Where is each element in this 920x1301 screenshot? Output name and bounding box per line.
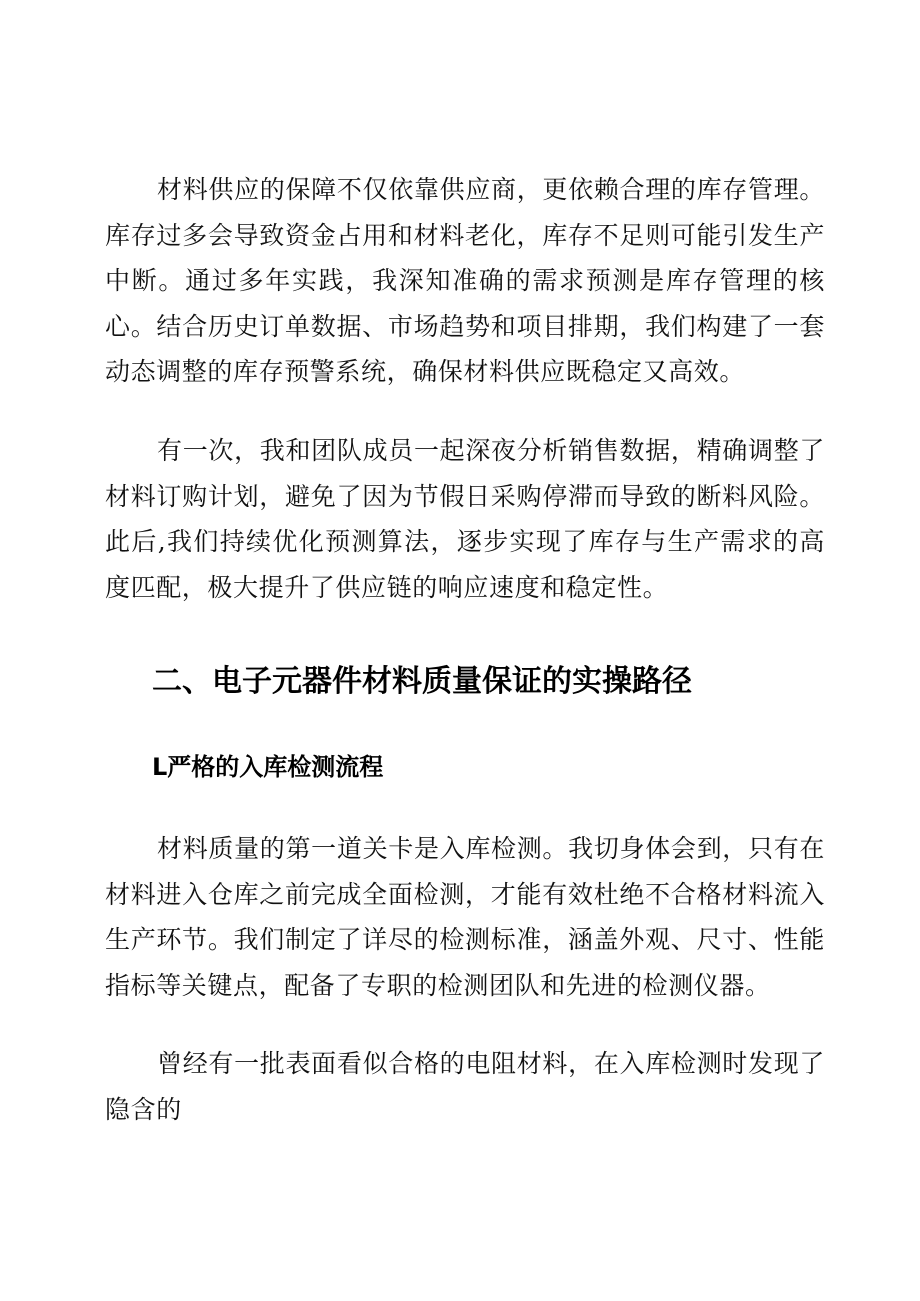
body-paragraph: 有一次，我和团队成员一起深夜分析销售数据，精确调整了材料订购计划，避免了因为节假日采购停滞而导致的断料风险。此后,我们持续优化预测算法，逐步实现了库存与生产需求的高度匹配，极大提升了供应链的响应速度和稳定性。 xyxy=(105,436,825,602)
body-paragraph: 材料供应的保障不仅依靠供应商，更依赖合理的库存管理。库存过多会导致资金占用和材料老化，库存不足则可能引发生产中断。通过多年实践，我深知准确的需求预测是库存管理的核心。结合历史订单数据、市场趋势和项目排期，我们构建了一套动态调整的库存预警系统，确保材料供应既稳定又高效。 xyxy=(105,175,825,386)
body-paragraph: 曾经有一批表面看似合格的电阻材料，在入库检测时发现了隐含的 xyxy=(105,1049,825,1124)
subsection-heading: L严格的入库检测流程 xyxy=(152,753,384,781)
body-paragraph: 材料质量的第一道关卡是入库检测。我切身体会到，只有在材料进入仓库之前完成全面检测，才能有效杜绝不合格材料流入生产环节。我们制定了详尽的检测标准，涵盖外观、尺寸、性能指标等关键点，配备了专职的检测团队和先进的检测仪器。 xyxy=(105,834,825,1000)
section-heading: 二、电子元器件材料质量保证的实操路径 xyxy=(152,664,692,699)
